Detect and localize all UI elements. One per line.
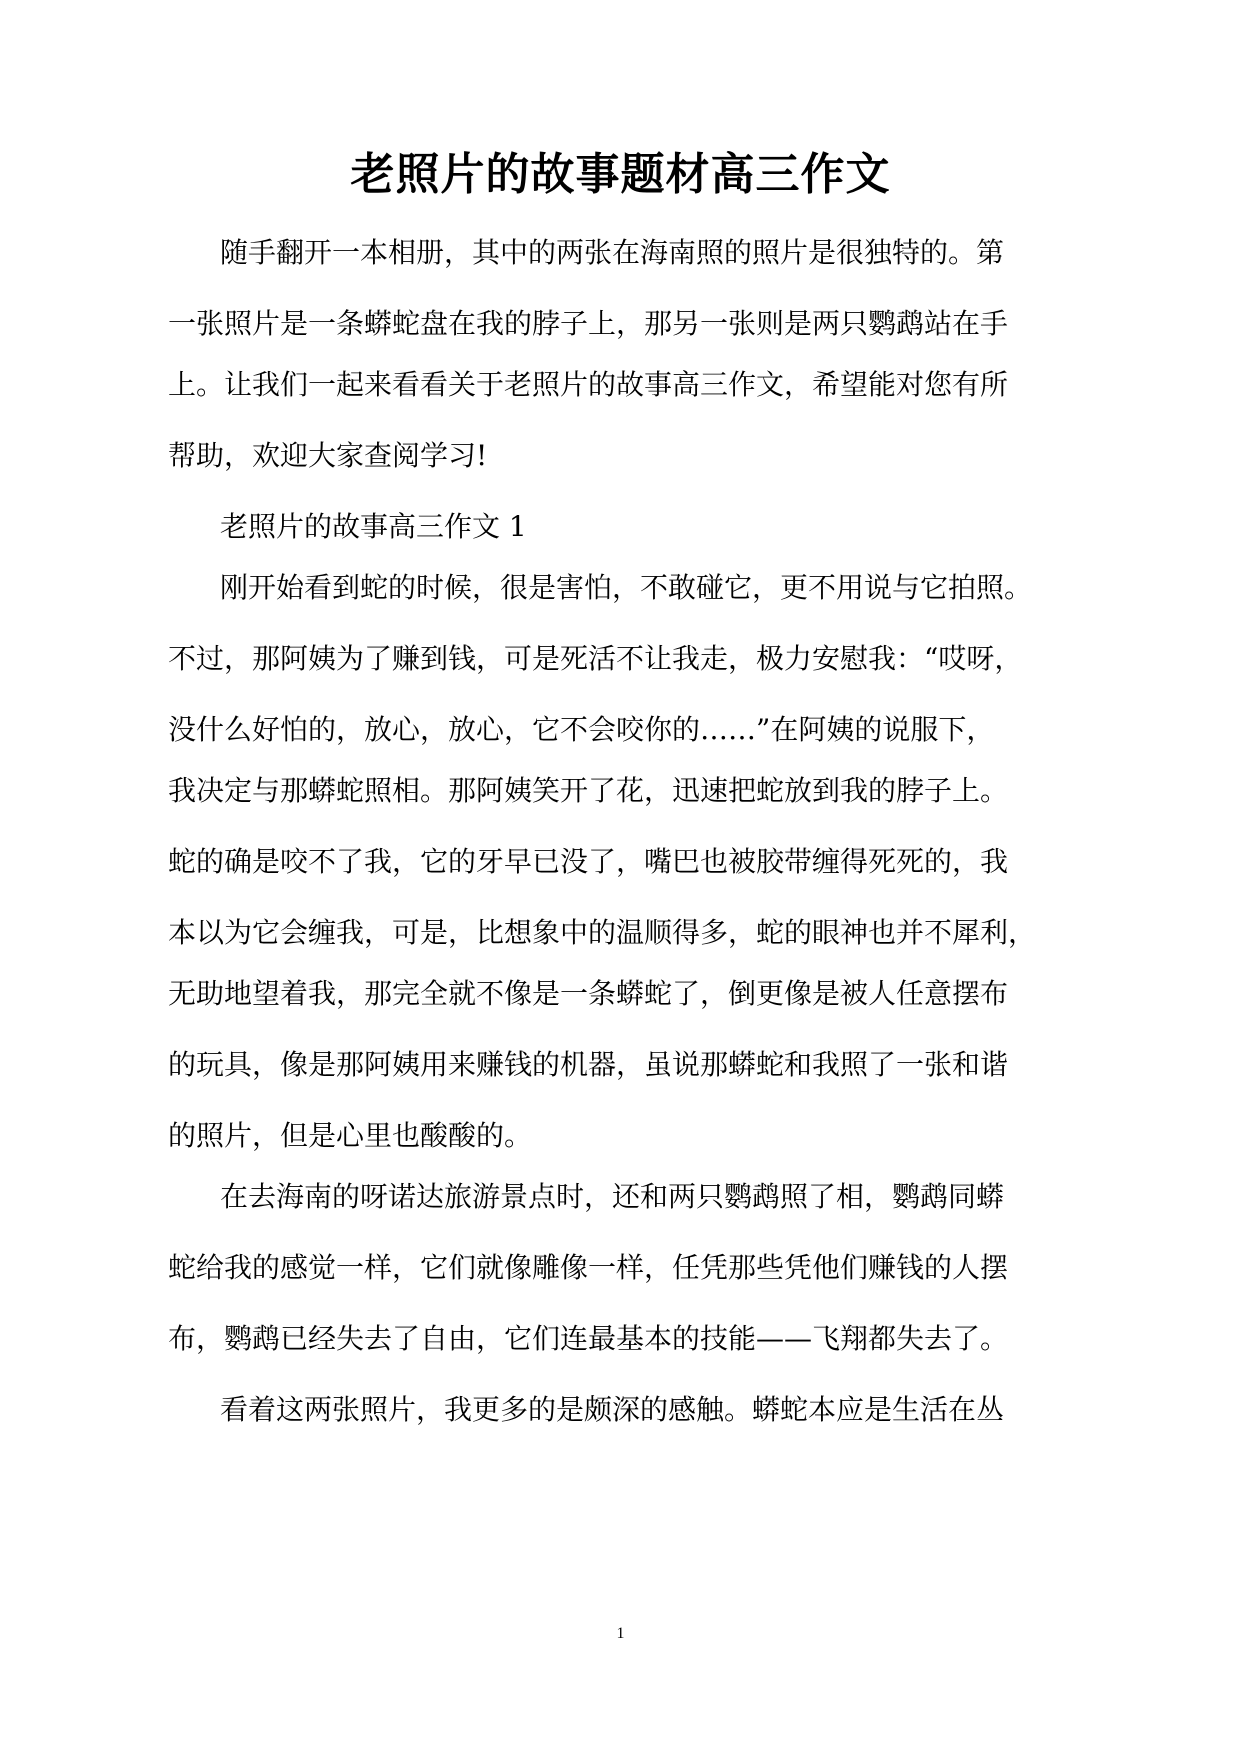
paragraph-line: 看着这两张照片，我更多的是颇深的感触。蟒蛇本应是生活在丛 (220, 1393, 1005, 1426)
paragraph-line: 布，鹦鹉已经失去了自由，它们连最基本的技能——飞翔都失去了。 (168, 1322, 1009, 1355)
paragraph-line: 一张照片是一条蟒蛇盘在我的脖子上，那另一张则是两只鹦鹉站在手 (168, 307, 1009, 340)
section-heading: 老照片的故事高三作文 1 (220, 510, 527, 543)
paragraph-line: 不过，那阿姨为了赚到钱，可是死活不让我走，极力安慰我：“哎呀， (168, 642, 1023, 675)
paragraph-line: 无助地望着我，那完全就不像是一条蟒蛇了，倒更像是被人任意摆布 (168, 977, 1009, 1010)
paragraph-line: 蛇的确是咬不了我，它的牙早已没了，嘴巴也被胶带缠得死死的，我 (168, 845, 1009, 878)
paragraph-line: 帮助，欢迎大家查阅学习! (168, 439, 488, 472)
paragraph-line: 在去海南的呀诺达旅游景点时，还和两只鹦鹉照了相，鹦鹉同蟒 (220, 1180, 1005, 1213)
paragraph-line: 的玩具，像是那阿姨用来赚钱的机器，虽说那蟒蛇和我照了一张和谐 (168, 1048, 1009, 1081)
paragraph-line: 我决定与那蟒蛇照相。那阿姨笑开了花，迅速把蛇放到我的脖子上。 (168, 774, 1009, 807)
paragraph-line: 没什么好怕的，放心，放心，它不会咬你的……”在阿姨的说服下， (168, 713, 995, 746)
paragraph-line: 随手翻开一本相册，其中的两张在海南照的照片是很独特的。第 (220, 236, 1005, 269)
paragraph-line: 本以为它会缠我，可是，比想象中的温顺得多，蛇的眼神也并不犀利， (168, 916, 1037, 949)
paragraph-line: 蛇给我的感觉一样，它们就像雕像一样，任凭那些凭他们赚钱的人摆 (168, 1251, 1009, 1284)
paragraph-line: 的照片，但是心里也酸酸的。 (168, 1119, 533, 1152)
document-title: 老照片的故事题材高三作文 (350, 149, 891, 200)
paragraph-line: 上。让我们一起来看看关于老照片的故事高三作文，希望能对您有所 (168, 368, 1009, 401)
paragraph-line: 刚开始看到蛇的时候，很是害怕，不敢碰它，更不用说与它拍照。 (220, 571, 1033, 604)
page-number: 1 (616, 1625, 625, 1642)
